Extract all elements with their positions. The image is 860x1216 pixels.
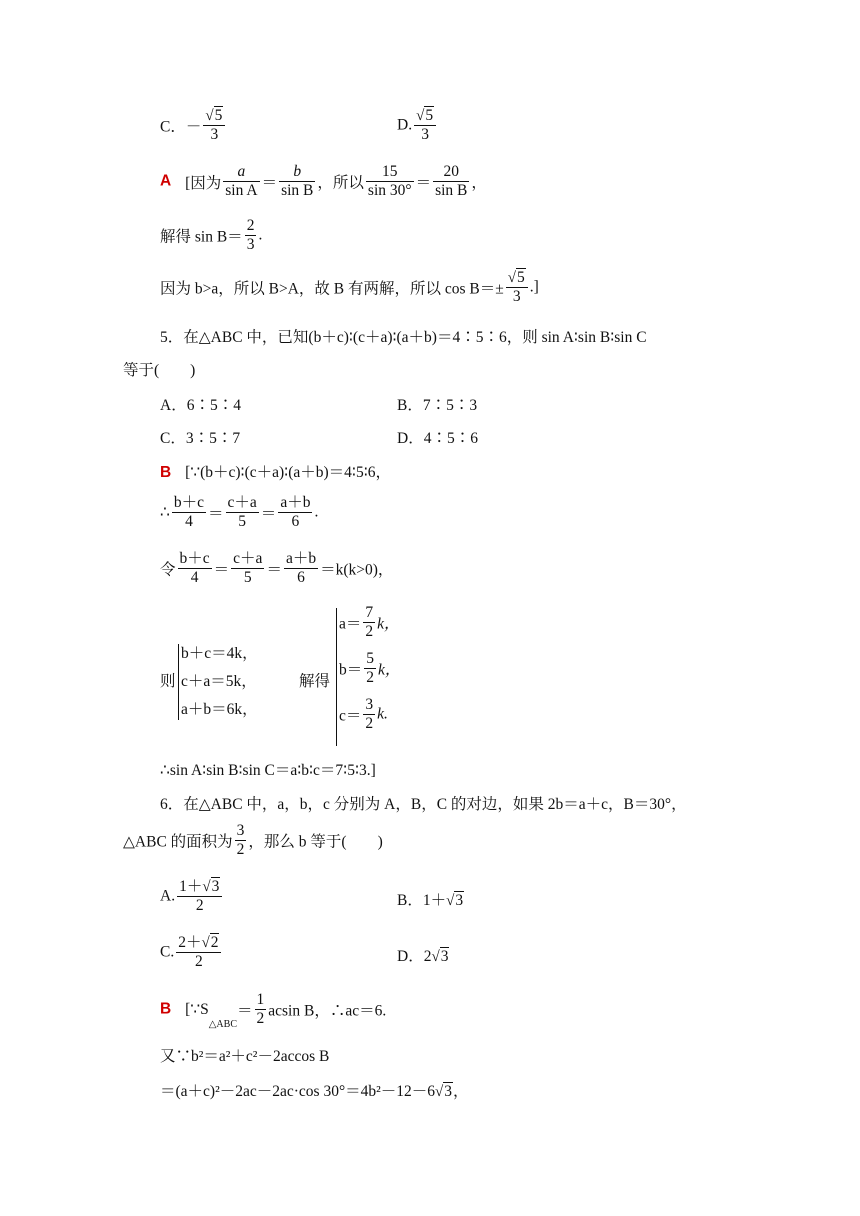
- q5-let-equation: 令 $\frac{b+c}{4}$ ＝ $\frac{c+a}{5}$ ＝ $\frac{a+b}{6}$ ＝k(k>0)，: [160, 550, 394, 586]
- q5-system1-brace: [178, 644, 179, 720]
- q5-stem-line2: 等于( ): [123, 362, 196, 379]
- q5-stem-line1: 5．在△ABC 中，已知(b＋c)∶(c＋a)∶(a＋b)＝4∶5∶6，则 sin A∶sin B∶sin C: [160, 329, 647, 346]
- q5-system2-eq2: b＝ $\frac{5}{2}$ k，: [339, 650, 401, 686]
- q4-solution-line1: A [因为 $\frac{a}{\text{sin A}}$ ＝ $\frac{b}{\text{sin B}}$ ，所以 $\frac{15}{\sin 30^\circ}$ ＝ $\frac{20}{\text{sin B}}$ ，: [160, 163, 487, 199]
- q5-system2-brace: [336, 608, 337, 746]
- q4-option-c: C．－ $\frac{√5}{3}$: [160, 107, 227, 144]
- q6-option-c: C. $\frac{2+√2}{2}$: [160, 934, 223, 971]
- q5-conclusion: ∴sin A∶sin B∶sin C＝a∶b∶c＝7∶5∶3.]: [160, 762, 376, 779]
- q4-option-d-fraction: $\frac{√5}{3}$: [414, 107, 436, 144]
- q5-ratio-equation: ∴ $\frac{b+c}{4}$ ＝ $\frac{c+a}{5}$ ＝ $\frac{a+b}{6}$ .: [160, 494, 319, 530]
- q5-system2-eq3: c＝ $\frac{3}{2}$ k.: [339, 696, 388, 732]
- q5-system1-eq2: c＋a＝5k，: [181, 673, 257, 690]
- q6-stem-line2: △ABC 的面积为 $\frac{3}{2}$ ，那么 b 等于( ): [123, 822, 383, 858]
- q6-stem-line1: 6．在△ABC 中，a，b，c 分别为 A，B，C 的对边，如果 2b＝a＋c，B＝30°，: [160, 796, 687, 813]
- q5-system1-eq1: b＋c＝4k，: [181, 645, 258, 662]
- q5-solved-label: 解得: [299, 673, 331, 690]
- q6-solution-line3: ＝(a＋c)²－2ac－2ac·cos 30°＝4b²－12－6√3，: [160, 1083, 469, 1100]
- q4-solution-line3: 因为 b>a，所以 B>A，故 B 有两解，所以 cos B＝± $\frac{√5}{3}$ .]: [160, 269, 539, 305]
- q5-option-b: B．7∶5∶3: [397, 397, 478, 414]
- q5-then-label: 则: [160, 673, 176, 690]
- q5-option-a: A．6∶5∶4: [160, 397, 241, 414]
- q6-option-b: B．1＋√3: [397, 892, 464, 909]
- q4-solution-line2: 解得 sin B＝ $\frac{2}{3}$ .: [160, 217, 263, 253]
- q5-system1-eq3: a＋b＝6k，: [181, 701, 258, 718]
- q6-solution-line1: B [$\because S_{\triangle ABC}=$ $\frac{1}{2}$ acsin B，∴ac＝6.: [160, 991, 387, 1031]
- q5-system2: [339, 604, 400, 742]
- q6-answer-letter: B: [160, 1000, 172, 1018]
- q5-answer-letter: B: [160, 464, 172, 481]
- q6-solution-line2: 又∵b²＝a²＋c²－2accos B: [160, 1048, 330, 1065]
- q6-option-a: A. $\frac{1+√3}{2}$: [160, 878, 224, 915]
- q4-answer-letter: A: [160, 172, 172, 190]
- q5-solution-line1: B [∵(b＋c)∶(c＋a)∶(a＋b)＝4∶5∶6，: [160, 464, 391, 481]
- q4-option-c-fraction: $\frac{√5}{3}$: [203, 107, 225, 144]
- q5-system2-eq1: a＝ $\frac{7}{2}$ k，: [339, 604, 400, 640]
- q5-option-d: D．4∶5∶6: [397, 430, 478, 447]
- q6-option-d: D．2√3: [397, 948, 449, 965]
- q4-option-d: D. $\frac{√5}{3}$: [397, 107, 438, 144]
- q5-option-c: C．3∶5∶7: [160, 430, 241, 447]
- q5-system1: [181, 640, 258, 724]
